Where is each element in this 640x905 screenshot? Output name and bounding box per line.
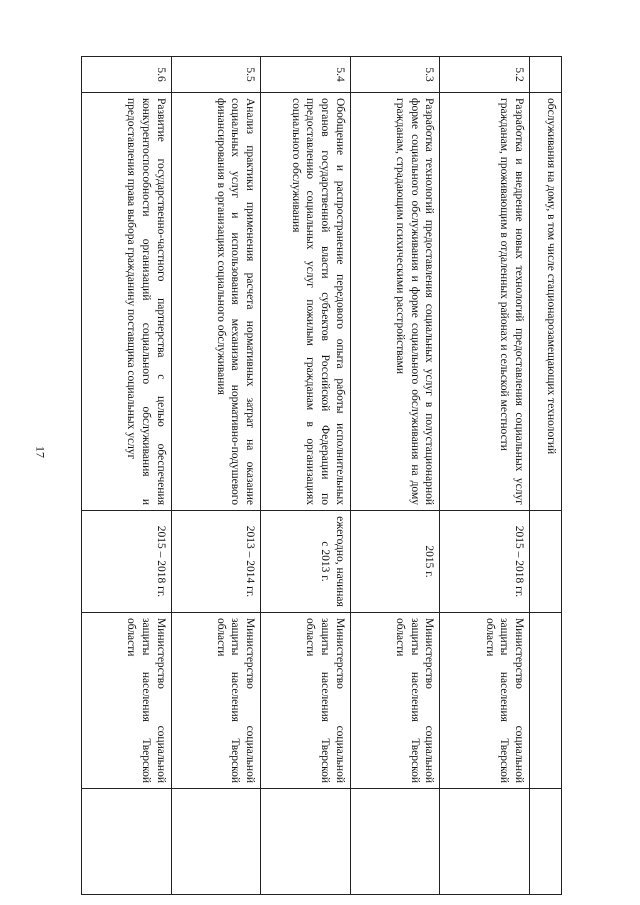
cell-term xyxy=(530,511,562,613)
cell-extra xyxy=(261,789,351,895)
cell-extra xyxy=(82,789,172,895)
table-row xyxy=(350,57,440,895)
cell-number: 5.3 xyxy=(350,57,440,93)
cell-executor: Министерство социальной защиты населения Тверской области xyxy=(440,613,530,789)
cell-description: Разработка технологий предоставления социальных услуг в полустационарной форме социального обслуживания и форме социального обслуживания на дому гражданам, страдающим психическими расстройствами xyxy=(350,93,440,511)
cell-term: ежегодно, начиная с 2013 г. xyxy=(261,511,351,613)
cell-extra xyxy=(350,789,440,895)
rotated-page-content xyxy=(82,56,562,894)
table-row xyxy=(440,57,530,895)
cell-number: 5.4 xyxy=(261,57,351,93)
cell-executor xyxy=(530,613,562,789)
cell-number: 5.5 xyxy=(171,57,261,93)
cell-term: 2015 – 2018 гг. xyxy=(82,511,172,613)
action-plan-table xyxy=(81,56,562,895)
cell-extra xyxy=(440,789,530,895)
cell-term: 2015 – 2018 гг. xyxy=(440,511,530,613)
cell-number: 5.6 xyxy=(82,57,172,93)
table-row xyxy=(82,57,172,895)
table-row xyxy=(261,57,351,895)
cell-description: Анализ практики применения расчета нормативных затрат на оказание социальных услуг и использования механизма нормативно-подушевого финансирования в организациях социального обслуживания xyxy=(171,93,261,511)
cell-extra xyxy=(171,789,261,895)
cell-executor: Министерство социальной защиты населения Тверской области xyxy=(171,613,261,789)
cell-description: Развитие государственно-частного партнерства с целью обеспечения конкурентоспособности организаций социального обслуживания и предоставления права выбора гражданину поставщика социальных услуг xyxy=(82,93,172,511)
cell-description: Разработка и внедрение новых технологий предоставления социальных услуг гражданам, проживающим в отдаленных районах и сельской местности xyxy=(440,93,530,511)
cell-executor: Министерство социальной защиты населения Тверской области xyxy=(350,613,440,789)
table-row-continued xyxy=(530,57,562,895)
cell-description: Обобщение и распространение передового опыта работы исполнительных органов государственной власти субъектов Российской Федерации по предоставлению социальных услуг пожилым гражданам в организациях социального обслуживания xyxy=(261,93,351,511)
cell-extra xyxy=(530,789,562,895)
cell-number xyxy=(530,57,562,93)
cell-executor: Министерство социальной защиты населения Тверской области xyxy=(82,613,172,789)
table-row xyxy=(171,57,261,895)
cell-description: обслуживания на дому, в том числе стационарозамещающих технологий xyxy=(530,93,562,511)
cell-term: 2015 г. xyxy=(350,511,440,613)
cell-number: 5.2 xyxy=(440,57,530,93)
cell-term: 2013 – 2014 гг. xyxy=(171,511,261,613)
page-number: 17 xyxy=(33,446,48,458)
cell-executor: Министерство социальной защиты населения Тверской области xyxy=(261,613,351,789)
